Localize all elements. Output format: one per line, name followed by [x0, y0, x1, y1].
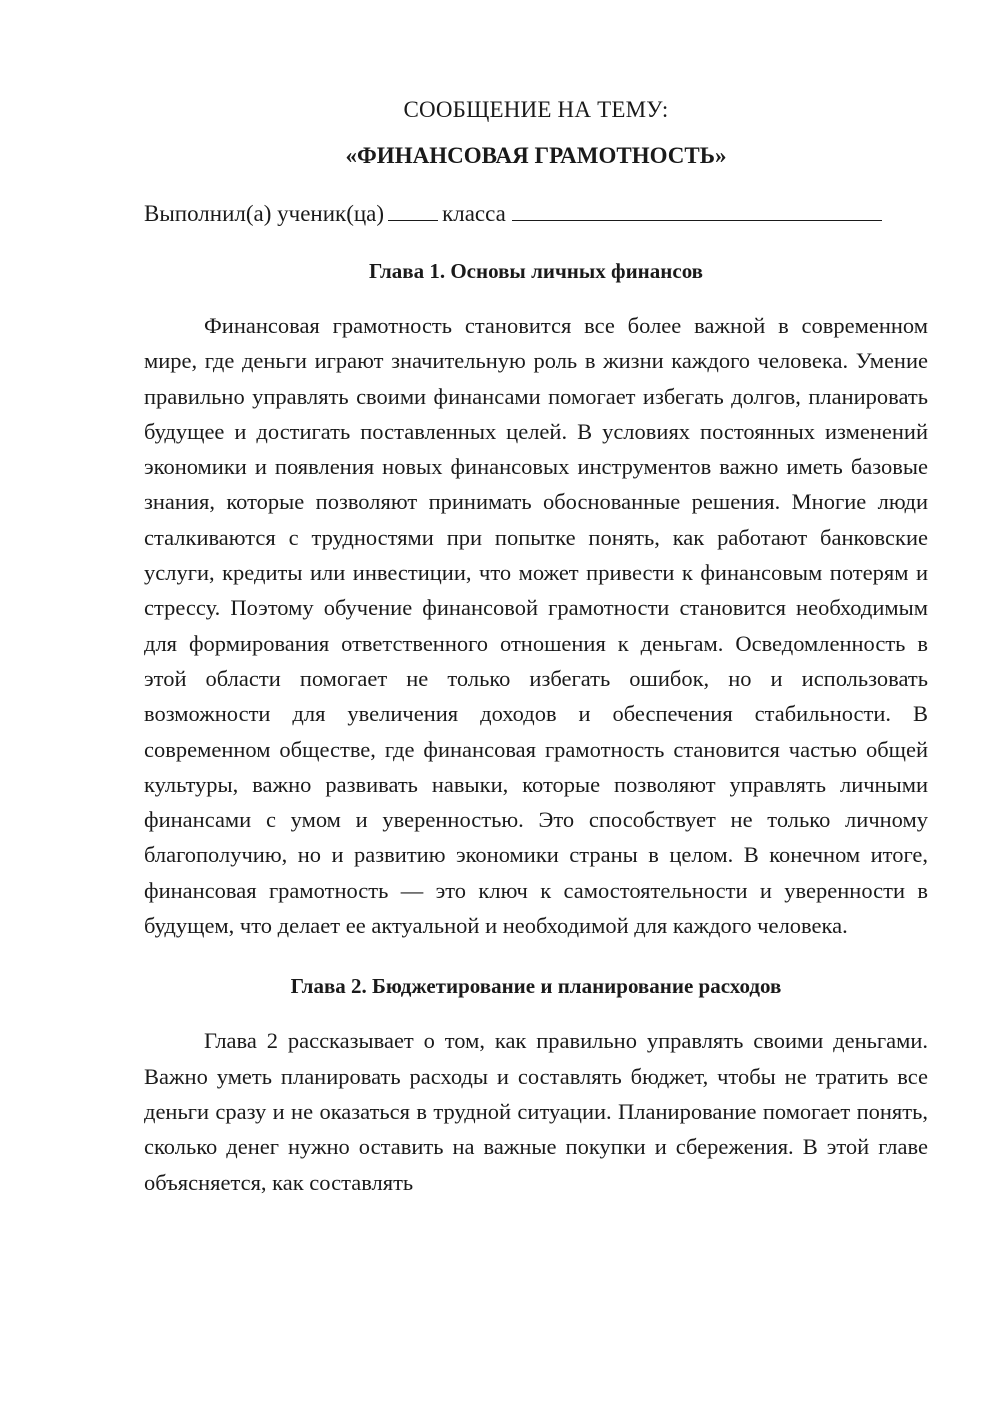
chapter-2-heading: Глава 2. Бюджетирование и планирование расходов	[290, 974, 782, 999]
author-class-label: класса	[442, 201, 506, 226]
document-title: СООБЩЕНИЕ НА ТЕМУ:	[403, 97, 669, 122]
document-page	[144, 92, 928, 1200]
author-line	[144, 196, 928, 232]
name-blank-field	[512, 198, 882, 221]
chapter-1-paragraph: Финансовая грамотность становится все более важной в современном мире, где деньги играют значительную роль в жизни каждого человека. Умение правильно управлять своими финансами помогает избегать долгов, планировать будущее и достигать поставленных целей. В условиях постоянных изменений экономики и появления новых финансовых инструментов важно иметь базовые знания, которые позволяют принимать обоснованные решения. Многие люди сталкиваются с трудностями при попытке понять, как работают банковские услуги, кредиты или инвестиции, что может привести к финансовым потерям и стрессу. Поэтому обучение финансовой грамотности становится необходимым для формирования ответственного отношения к деньгам. Осведомленность в этой области помогает не только избегать ошибок, но и использовать возможности для увеличения доходов и обеспечения стабильности. В современном обществе, где финансовая грамотность становится частью общей культуры, важно развивать навыки, которые позволяют управлять личными финансами с умом и уверенностью. Это способствует не только личному благополучию, но и развитию экономики страны в целом. В конечном итоге, финансовая грамотность — это ключ к самостоятельности и уверенности в будущем, что делает ее актуальной и необходимой для каждого человека.	[144, 313, 928, 939]
chapter-2-paragraph: Глава 2 рассказывает о том, как правильно управлять своими деньгами. Важно уметь планировать расходы и составлять бюджет, чтобы не тратить все деньги сразу и не оказаться в трудной ситуации. Планирование помогает понять, сколько денег нужно оставить на важные покупки и сбережения. В этой главе объясняется, как составлять	[144, 1028, 928, 1195]
chapter-1-heading: Глава 1. Основы личных финансов	[368, 259, 704, 283]
class-blank-field	[388, 198, 438, 221]
author-prefix: Выполнил(а) ученик(ца)	[144, 201, 385, 226]
document-topic: «ФИНАНСОВАЯ ГРАМОТНОСТЬ»	[345, 143, 727, 168]
